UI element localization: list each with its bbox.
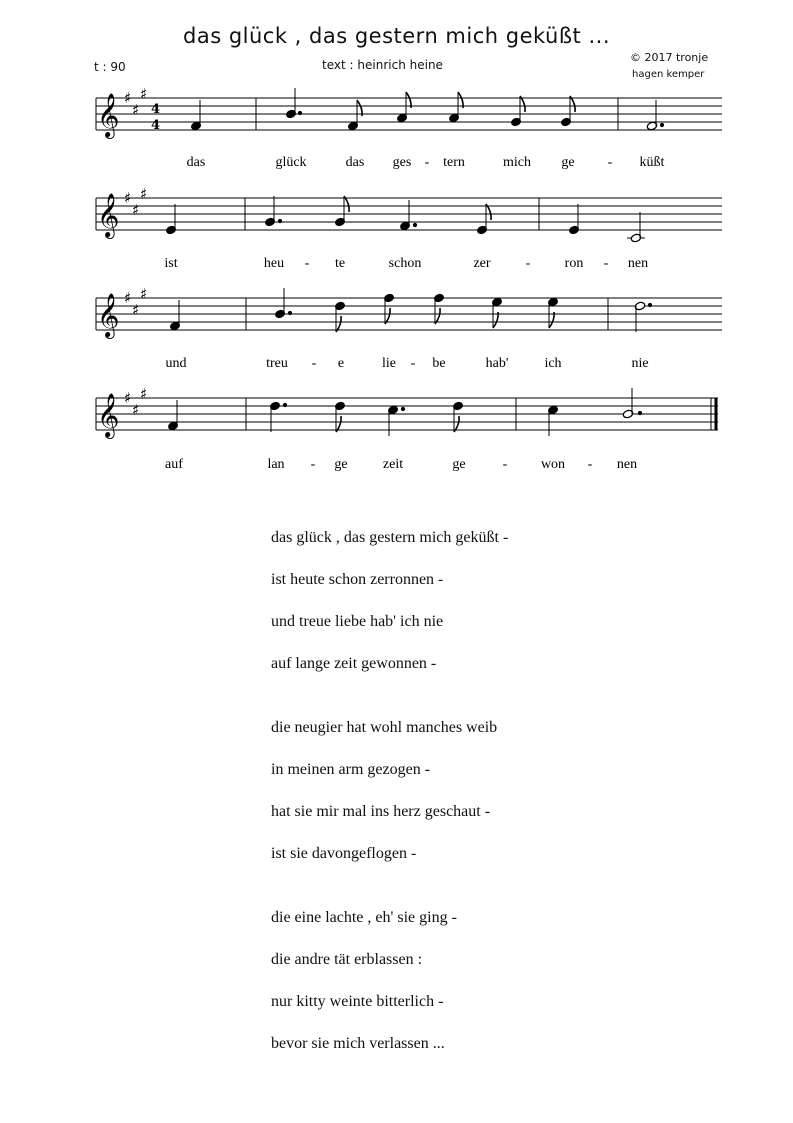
svg-text:♯: ♯: [124, 89, 132, 107]
poem-line: die neugier hat wohl manches weib: [271, 719, 498, 736]
poem-line: die andre tät erblassen :: [271, 951, 423, 968]
note: [384, 293, 395, 324]
note: [622, 388, 641, 419]
note: [400, 200, 417, 231]
note: [634, 301, 651, 332]
note: [348, 100, 363, 131]
note: [569, 204, 580, 235]
lyric-hyphen: -: [525, 256, 531, 271]
note: [453, 401, 464, 432]
poem-text: [271, 528, 508, 1098]
note: [166, 204, 177, 235]
poem-stanza-2: [271, 718, 508, 886]
note: [275, 288, 292, 319]
lyric-syllable: auf: [165, 457, 183, 472]
note: [646, 100, 663, 131]
lyric-syllable: nie: [631, 356, 649, 371]
poem-line: nur kitty weinte bitterlich -: [271, 993, 444, 1010]
svg-text:♯: ♯: [132, 201, 140, 219]
note: [397, 92, 412, 123]
lyric-syllable: das: [345, 155, 365, 170]
lyric-syllable: und: [165, 356, 187, 371]
time-signature: [151, 102, 160, 133]
lyric-syllable: ron: [564, 256, 584, 271]
note: [548, 405, 559, 436]
note: [191, 100, 202, 131]
lyric-syllable: ge: [334, 457, 348, 472]
lyric-syllable: nen: [616, 457, 638, 472]
staff-system-3: [96, 298, 722, 330]
svg-text:♯: ♯: [140, 285, 148, 303]
lyric-hyphen: -: [410, 356, 416, 371]
poem-line: hat sie mir mal ins herz geschaut -: [271, 803, 491, 820]
treble-clef-icon: 𝄞: [97, 193, 120, 237]
lyric-hyphen: -: [310, 457, 316, 472]
svg-text:♯: ♯: [132, 401, 140, 419]
lyric-syllable: das: [186, 155, 206, 170]
svg-text:♯: ♯: [140, 385, 148, 403]
note: [335, 301, 346, 332]
note: [170, 300, 181, 331]
composer-credit: hagen kemper: [632, 69, 705, 80]
svg-text:♯: ♯: [140, 185, 148, 203]
poem-stanza-3: [271, 908, 508, 1076]
poem-line: und treue liebe hab' ich nie: [271, 613, 444, 630]
lyric-syllable: lan: [267, 457, 285, 472]
lyric-hyphen: -: [603, 256, 609, 271]
note: [548, 297, 559, 328]
lyric-syllable: heu: [263, 256, 285, 271]
lyric-syllable: lie: [382, 356, 396, 371]
svg-text:♯: ♯: [132, 101, 140, 119]
lyrics-system-1: [187, 155, 665, 170]
staff-system-1: [96, 98, 722, 130]
notes-system-1: [191, 88, 664, 131]
lyric-syllable: ges: [392, 155, 412, 170]
lyric-syllable: ich: [544, 356, 562, 371]
poem-line: ist sie davongeflogen -: [271, 845, 417, 862]
lyric-syllable: nen: [627, 256, 649, 271]
lyric-hyphen: -: [424, 155, 430, 170]
lyric-syllable: ge: [452, 457, 466, 472]
treble-clef-icon: 𝄞: [97, 393, 120, 437]
notes-system-2: [166, 196, 645, 243]
poem-stanza-1: [271, 528, 508, 696]
lyric-syllable: schon: [388, 256, 422, 271]
notes-system-3: [170, 288, 652, 332]
lyric-syllable: treu: [266, 356, 288, 371]
note: [627, 212, 645, 243]
lyric-syllable: be: [432, 356, 446, 371]
lyric-hyphen: -: [587, 457, 593, 472]
note: [265, 196, 282, 227]
lyric-syllable: e: [337, 356, 345, 371]
poem-line: die eine lachte , eh' sie ging -: [271, 909, 457, 926]
poem-line: das glück , das gestern mich geküßt -: [271, 529, 509, 546]
note: [449, 92, 464, 123]
lyric-syllable: mich: [503, 155, 531, 170]
lyric-syllable: küßt: [639, 155, 665, 170]
sheet-music: [0, 0, 793, 500]
poem-line: auf lange zeit gewonnen -: [271, 655, 437, 672]
lyric-syllable: te: [334, 256, 346, 271]
note: [270, 401, 287, 432]
lyric-syllable: hab': [485, 356, 509, 371]
svg-text:♯: ♯: [124, 289, 132, 307]
note: [168, 400, 179, 431]
note: [492, 297, 503, 328]
poem-line: bevor sie mich verlassen ...: [271, 1035, 445, 1052]
note: [335, 401, 346, 432]
song-title: das glück , das gestern mich geküßt ...: [183, 24, 610, 48]
svg-text:♯: ♯: [124, 389, 132, 407]
lyric-hyphen: -: [311, 356, 317, 371]
svg-text:♯: ♯: [132, 301, 140, 319]
note: [286, 88, 302, 119]
lyric-hyphen: -: [304, 256, 310, 271]
note: [434, 293, 445, 324]
svg-text:4: 4: [151, 118, 161, 133]
copyright-notice: © 2017 tronje: [630, 51, 709, 64]
lyric-hyphen: -: [502, 457, 508, 472]
note: [388, 405, 405, 436]
lyrics-system-4: [165, 457, 637, 472]
lyric-syllable: ge: [561, 155, 575, 170]
lyrics-system-3: [166, 356, 649, 371]
notes-system-4: [168, 388, 642, 436]
lyric-syllable: ist: [164, 256, 178, 271]
lyric-syllable: tern: [443, 155, 465, 170]
svg-text:♯: ♯: [124, 189, 132, 207]
svg-text:4: 4: [151, 102, 161, 117]
lyric-syllable: won: [540, 457, 566, 472]
svg-text:♯: ♯: [140, 85, 148, 103]
poem-line: in meinen arm gezogen -: [271, 761, 431, 778]
treble-clef-icon: 𝄞: [97, 293, 120, 337]
lyric-hyphen: -: [607, 155, 613, 170]
treble-clef-icon: 𝄞: [97, 93, 120, 137]
tempo-marking: t : 90: [94, 60, 126, 74]
lyric-syllable: zer: [473, 256, 491, 271]
lyric-syllable: zeit: [382, 457, 404, 472]
lyric-syllable: glück: [275, 155, 307, 170]
lyricist-credit: text : heinrich heine: [322, 58, 443, 72]
poem-line: ist heute schon zerronnen -: [271, 571, 444, 588]
lyrics-system-2: [164, 256, 648, 271]
